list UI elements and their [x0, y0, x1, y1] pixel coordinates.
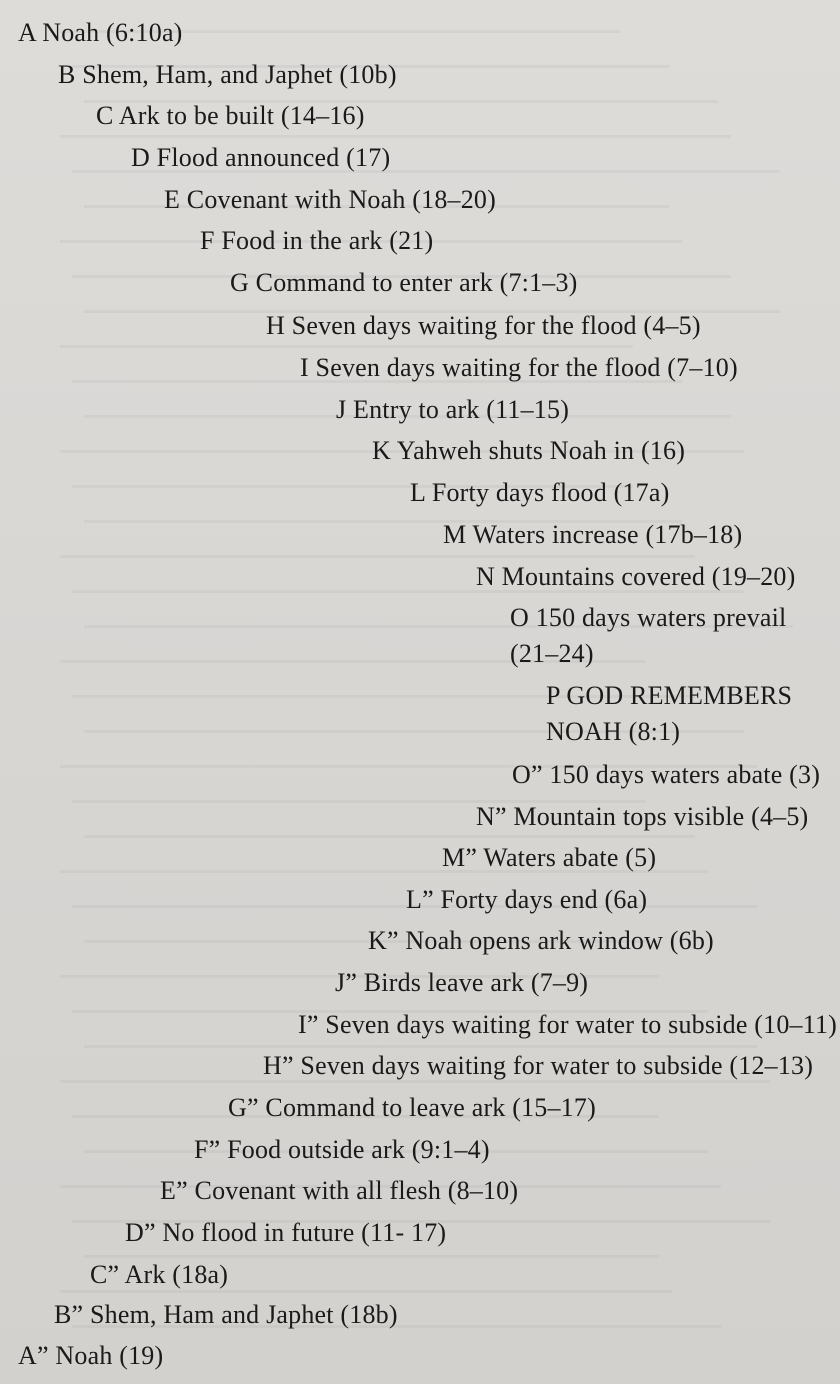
chiasm-line-f-prime: F” Food outside ark (9:1–4): [194, 1135, 490, 1164]
chiasm-line-i-prime: I” Seven days waiting for water to subside (10–11): [298, 1010, 838, 1039]
chiasm-line-i: I Seven days waiting for the flood (7–10): [300, 353, 738, 382]
chiasm-line-g: G Command to enter ark (7:1–3): [230, 268, 578, 297]
chiasm-line-h-prime: H” Seven days waiting for water to subside (12–13): [263, 1051, 814, 1080]
bleed-stroke: [84, 835, 695, 838]
chiasm-line-k-prime: K” Noah opens ark window (6b): [368, 926, 714, 955]
chiasm-line-m: M Waters increase (17b–18): [443, 520, 743, 549]
chiasm-line-o-prime: O” 150 days waters abate (3): [512, 760, 821, 789]
chiasm-line-a-prime: A” Noah (19): [18, 1341, 164, 1370]
chiasm-line-m-prime: M” Waters abate (5): [442, 843, 657, 872]
chiasm-line-j: J Entry to ark (11–15): [336, 395, 570, 424]
chiasm-line-k: K Yahweh shuts Noah in (16): [372, 436, 686, 465]
chiasm-line-p-cont: NOAH (8:1): [546, 717, 681, 746]
chiasm-line-c-prime: C” Ark (18a): [90, 1260, 229, 1289]
chiasm-line-p: P GOD REMEMBERS: [546, 681, 793, 710]
bleed-stroke: [84, 1045, 757, 1048]
chiasm-line-g-prime: G” Command to leave ark (15–17): [228, 1093, 596, 1122]
chiasm-line-l-prime: L” Forty days end (6a): [406, 885, 648, 914]
chiasm-line-n: N Mountains covered (19–20): [476, 562, 796, 591]
chiasm-line-e: E Covenant with Noah (18–20): [164, 185, 496, 214]
chiasm-line-e-prime: E” Covenant with all flesh (8–10): [160, 1176, 519, 1205]
chiasm-line-a: A Noah (6:10a): [18, 18, 183, 47]
bleed-stroke: [60, 345, 633, 348]
chiasm-line-b: B Shem, Ham, and Japhet (10b): [58, 60, 397, 89]
chiasm-line-d: D Flood announced (17): [131, 143, 391, 172]
bleed-stroke: [60, 1290, 672, 1293]
bleed-stroke: [60, 555, 695, 558]
bleed-stroke: [60, 135, 731, 138]
chiasm-line-h: H Seven days waiting for the flood (4–5): [266, 311, 701, 340]
bleed-stroke: [84, 1255, 659, 1258]
chiasm-line-l: L Forty days flood (17a): [410, 478, 670, 507]
chiasm-line-f: F Food in the ark (21): [200, 226, 434, 255]
chiasm-line-o-cont: (21–24): [510, 639, 594, 668]
chiasm-line-b-prime: B” Shem, Ham and Japhet (18b): [54, 1300, 398, 1329]
chiasm-line-c: C Ark to be built (14–16): [96, 101, 365, 130]
chiasm-line-o: O 150 days waters prevail: [510, 603, 787, 632]
chiasm-line-n-prime: N” Mountain tops visible (4–5): [476, 802, 809, 831]
chiasm-line-j-prime: J” Birds leave ark (7–9): [335, 968, 589, 997]
chiasm-line-d-prime: D” No flood in future (11- 17): [125, 1218, 447, 1247]
